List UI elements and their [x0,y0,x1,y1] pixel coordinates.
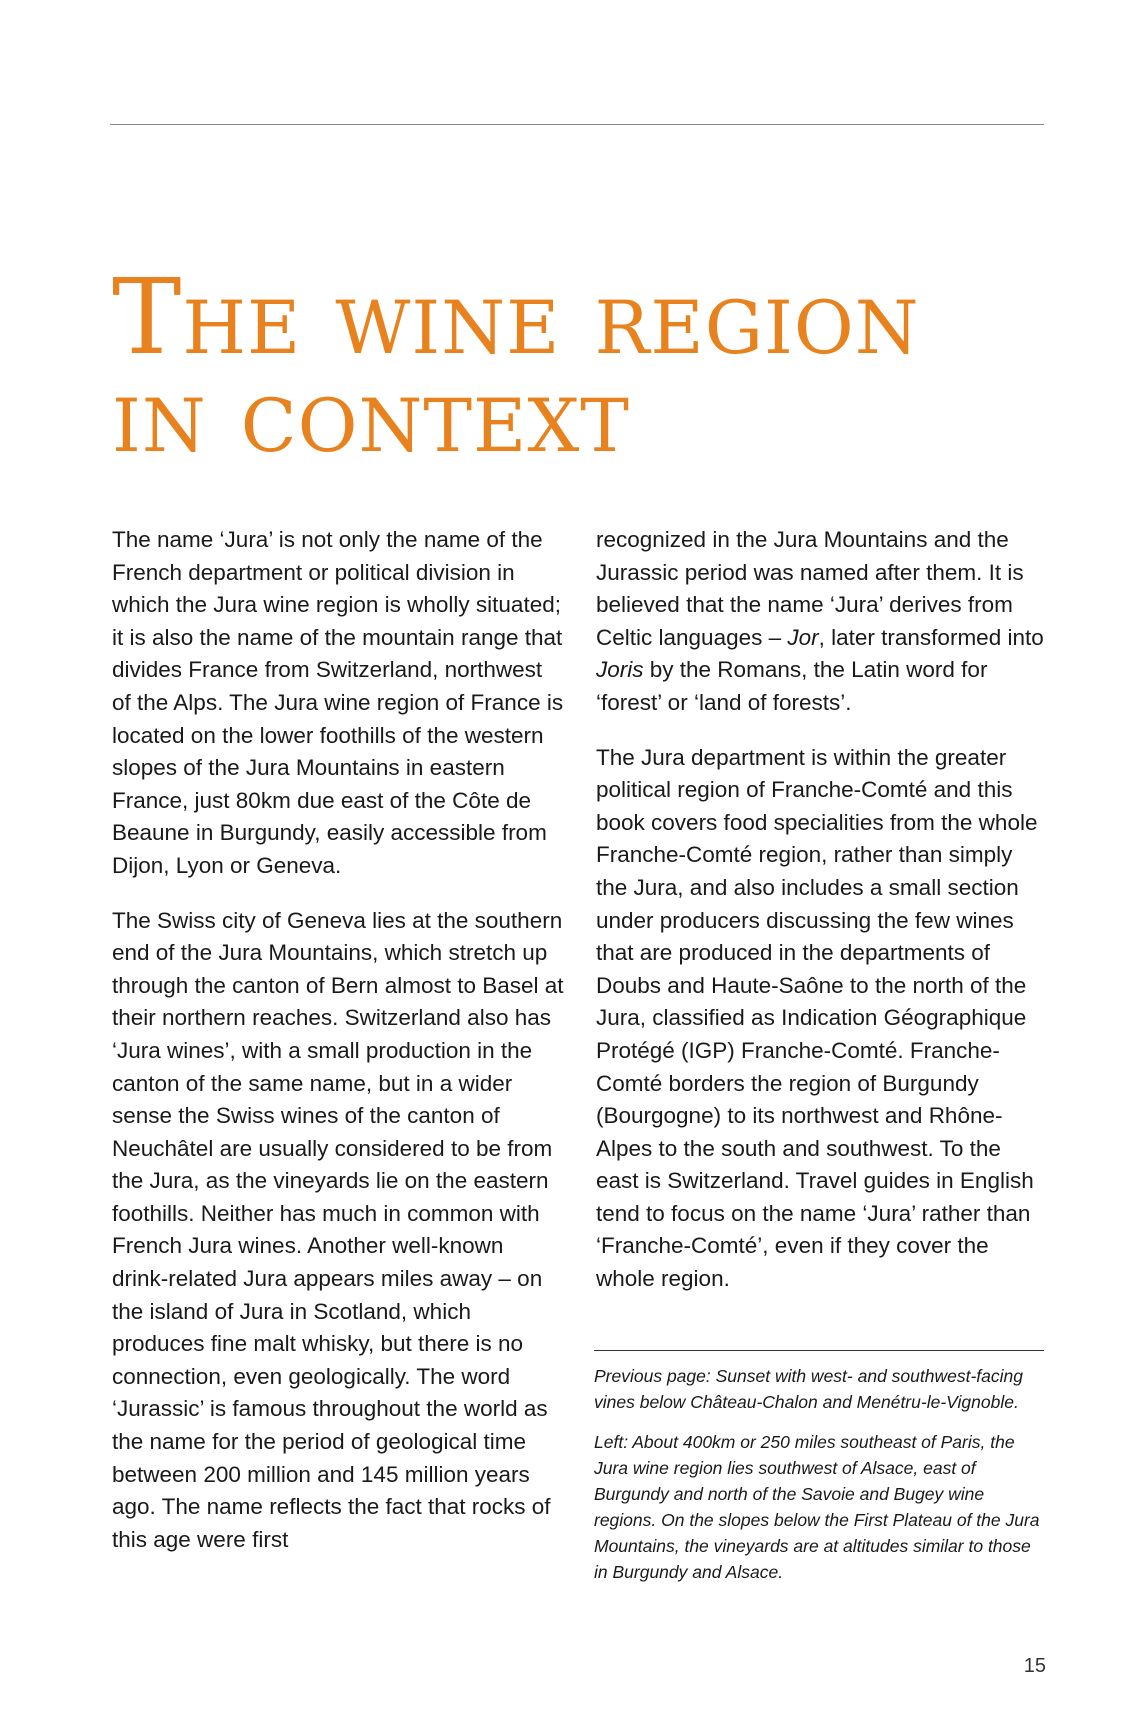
p3-term-jor: Jor [787,624,819,650]
caption-block [594,1350,1044,1599]
p3-term-joris: Joris [596,657,644,683]
caption-left-map: Left: About 400km or 250 miles southeast of Paris, the Jura wine region lies southwest of Alsace, east of Burgundy and north of the Savoie and Bugey wine regions. On the slopes below the First Plateau of the Jura Mountains, the vineyards are at altitudes similar to those in Burgundy and Alsace. [594,1432,1040,1582]
caption-previous-page: Previous page: Sunset with west- and southwest-facing vines below Château-Chalon and Menétru-le-Vignoble. [594,1366,1023,1412]
chapter-title-line-2: in context [112,354,630,476]
p3-text-b: , later transformed into [818,624,1044,650]
page-number: 15 [1023,1655,1046,1677]
body-paragraph-3 [596,524,1048,720]
body-paragraph-2: The Swiss city of Geneva lies at the southern end of the Jura Mountains, which stretch up through the canton of Bern almost to Basel at their northern reaches. Switzerland also has ‘Jura wines’, with a small production in the canton of the same name, but in a wider sense the Swiss wines of the canton of Neuchâtel are usually considered to be from the Jura, as the vineyards lie on the eastern foothills. Neither has much in common with French Jura wines. Another well-known drink-related Jura appears miles away – on the island of Jura in Scotland, which produces fine malt whisky, but there is no connection, even geologically. The word ‘Jurassic’ is famous throughout the world as the name for the period of geological time between 200 million and 145 million years ago. The name reflects the fact that rocks of this age were first [112,907,564,1552]
p3-text-a: recognized in the Jura Mountains and the Jurassic period was named after them. It is believed that the name ‘Jura’ derives from Celtic languages – [596,527,1024,650]
chapter-title [112,256,1072,476]
caption-rule [594,1350,1044,1351]
left-column [112,524,564,1578]
p3-text-c: by the Romans, the Latin word for ‘forest’ or ‘land of forests’. [596,657,988,715]
body-paragraph-1: The name ‘Jura’ is not only the name of the French department or political division in which the Jura wine region is wholly situated; it is also the name of the mountain range that divides France from Switzerland, northwest of the Alps. The Jura wine region of France is located on the lower foothills of the western slopes of the Jura Mountains in eastern France, just 80km due east of the Côte de Beaune in Burgundy, easily accessible from Dijon, Lyon or Geneva. [112,527,564,878]
body-paragraph-4: The Jura department is within the greater political region of Franche-Comté and this book covers food specialities from the whole Franche-Comté region, rather than simply the Jura, and also includes a small section under producers discussing the few wines that are produced in the departments of Doubs and Haute-Saône to the north of the Jura, classified as Indication Géographique Protégé (IGP) Franche-Comté. Franche-Comté borders the region of Burgundy (Bourgogne) to its northwest and Rhône-Alpes to the south and southwest. To the east is Switzerland. Travel guides in English tend to focus on the name ‘Jura’ rather than ‘Franche-Comté’, even if they cover the whole region. [596,744,1038,1292]
chapter-title-line-1: The wine region [112,256,920,378]
right-column [596,524,1048,1318]
header-rule [110,124,1044,125]
